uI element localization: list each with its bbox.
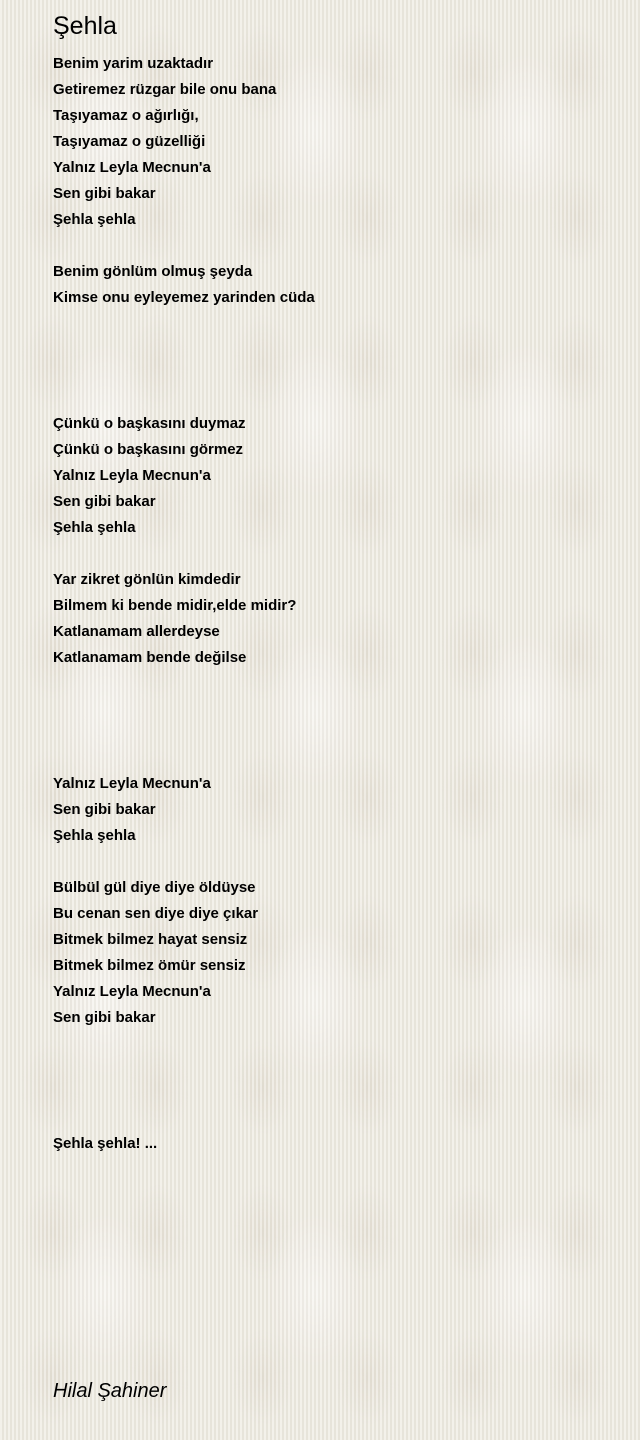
stanza-gap — [53, 236, 613, 262]
stanza-gap — [53, 314, 613, 414]
poem-line: Yalnız Leyla Mecnun'a — [53, 467, 211, 484]
poem-line: Taşıyamaz o ağırlığı, — [53, 107, 199, 124]
poem-line: Şehla şehla — [53, 827, 136, 844]
poem-line: Yar zikret gönlün kimdedir — [53, 571, 241, 588]
stanza-2 — [53, 262, 613, 314]
poem-line: Bilmem ki bende midir,elde midir? — [53, 597, 297, 614]
stanza-1 — [53, 54, 613, 236]
poem-line: Çünkü o başkasını görmez — [53, 441, 244, 458]
stanza-gap — [53, 674, 613, 774]
poem-line: Sen gibi bakar — [53, 1009, 156, 1026]
poem-line: Bitmek bilmez ömür sensiz — [53, 957, 246, 974]
poem-line: Yalnız Leyla Mecnun'a — [53, 159, 211, 176]
poem-line: Bu cenan sen diye diye çıkar — [53, 905, 259, 922]
poem-line: Benim gönlüm olmuş şeyda — [53, 263, 253, 280]
poem-line: Bitmek bilmez hayat sensiz — [53, 931, 248, 948]
poem-line: Kimse onu eyleyemez yarinden cüda — [53, 289, 315, 306]
poem-line: Şehla şehla — [53, 519, 136, 536]
poem-author: Hilal Şahiner — [53, 1380, 167, 1402]
poem-line: Çünkü o başkasını duymaz — [53, 415, 246, 432]
poem-line: Yalnız Leyla Mecnun'a — [53, 775, 211, 792]
poem-line: Şehla şehla! ... — [53, 1135, 158, 1152]
stanza-7 — [53, 1134, 613, 1160]
poem-line: Katlanamam allerdeyse — [53, 623, 220, 640]
poem-line: Sen gibi bakar — [53, 185, 156, 202]
poem-line: Getiremez rüzgar bile onu bana — [53, 81, 277, 98]
stanza-gap — [53, 1034, 613, 1134]
stanza-gap — [53, 852, 613, 878]
poem-title: Şehla — [53, 12, 117, 40]
poem-line: Yalnız Leyla Mecnun'a — [53, 983, 211, 1000]
stanza-6 — [53, 878, 613, 1034]
poem-line: Taşıyamaz o güzelliği — [53, 133, 206, 150]
stanza-3 — [53, 414, 613, 544]
poem-line: Sen gibi bakar — [53, 801, 156, 818]
poem-line: Bülbül gül diye diye öldüyse — [53, 879, 256, 896]
poem-line: Katlanamam bende değilse — [53, 649, 247, 666]
stanza-4 — [53, 570, 613, 674]
poem-line: Sen gibi bakar — [53, 493, 156, 510]
poem-body — [53, 54, 613, 1160]
stanza-gap — [53, 544, 613, 570]
poem-line: Şehla şehla — [53, 211, 136, 228]
stanza-5 — [53, 774, 613, 852]
poem-line: Benim yarim uzaktadır — [53, 55, 214, 72]
